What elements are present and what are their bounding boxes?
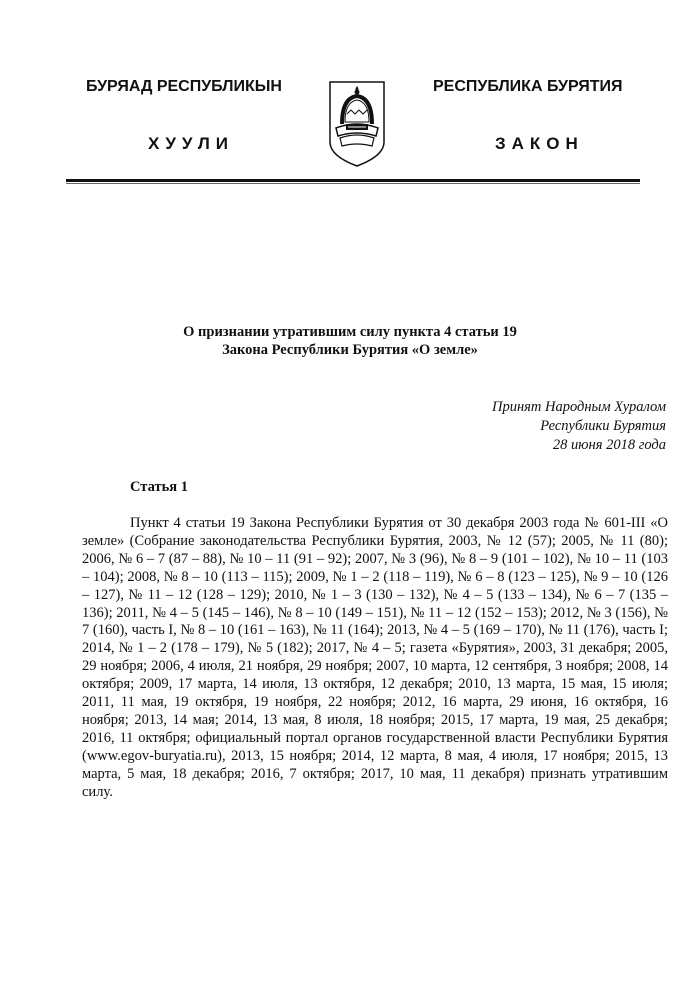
adoption-note [492, 398, 666, 455]
header-buryat-republic: БУРЯАД РЕСПУБЛИКЫН [86, 78, 282, 95]
adoption-note-line-2: Республики Бурятия [540, 418, 666, 434]
adoption-date: 28 июня 2018 года [552, 437, 666, 453]
header-divider [66, 179, 640, 182]
adoption-note-line-1: Принят Народным Хуралом [491, 399, 666, 415]
article-body: Пункт 4 статьи 19 Закона Республики Бурятия от 30 декабря 2003 года № 601-III «О земле» (Собрание законодательства Республики Бурятия, 2003, № 12 (57); 2005, № 11 (80); 2006, № 6 – 7 (87 – 88), № 10 – 11 (91 – 92); 2007, № 3 (96), № 8 – 9 (101 – 102), № 10 – 11 (103 – 104); 2008, № 8 – 10 (113 – 115); 2009, № 1 – 2 (118 – 119), № 6 – 8 (123 – 125), № 9 – 10 (126 – 127), № 11 – 12 (128 – 129); 2010, № 1 – 3 (130 – 132), № 4 – 5 (133 – 134), № 6 – 7 (135 – 136); 2011, № 4 – 5 (145 – 146), № 8 – 10 (149 – 151), № 11 – 12 (152 – 153); 2012, № 3 (156), № 7 (160), часть I, № 8 – 10 (161 – 163), № 11 (164); 2013, № 4 – 5 (169 – 170), № 11 (176), часть I; 2014, № 1 – 2 (178 – 179), № 5 (182); 2017, № 4 – 5; газета «Бурятия», 2003, 31 декабря; 2005, 29 ноября; 2006, 4 июля, 21 ноября, 29 ноября; 2007, 10 марта, 12 сентября, 3 ноября; 2008, 14 октября; 2009, 17 марта, 14 июля, 13 октября, 12 декабря; 2010, 13 марта, 15 мая, 15 июля; 2011, 11 мая, 19 октября, 19 ноября, 22 ноября; 2012, 16 марта, 29 июня, 16 октября, 16 ноября; 2013, 14 мая; 2014, 13 мая, 8 июля, 18 ноября; 2015, 17 марта, 19 мая, 25 декабря; 2016, 11 октября; официальный портал органов государственной власти Республики Бурятия (www.egov-buryatia.ru), 2013, 15 ноября; 2014, 12 марта, 8 мая, 4 июля, 17 ноября; 2015, 13 марта, 5 мая, 18 декабря; 2016, 7 октября; 2017, 10 мая, 11 декабря) признать утратившим силу. [82, 515, 668, 800]
header-republic-buryatia: РЕСПУБЛИКА БУРЯТИЯ [433, 78, 623, 95]
header-law: ЗАКОН [495, 134, 584, 153]
header-buryat-law: ХУУЛИ [148, 134, 234, 153]
law-title [120, 323, 580, 359]
law-title-line-1: О признании утратившим силу пункта 4 статьи 19 [183, 324, 517, 340]
article-heading: Статья 1 [130, 479, 188, 495]
coat-of-arms-icon [328, 80, 386, 168]
law-title-line-2: Закона Республики Бурятия «О земле» [222, 342, 478, 358]
header-divider-thin [66, 183, 640, 184]
